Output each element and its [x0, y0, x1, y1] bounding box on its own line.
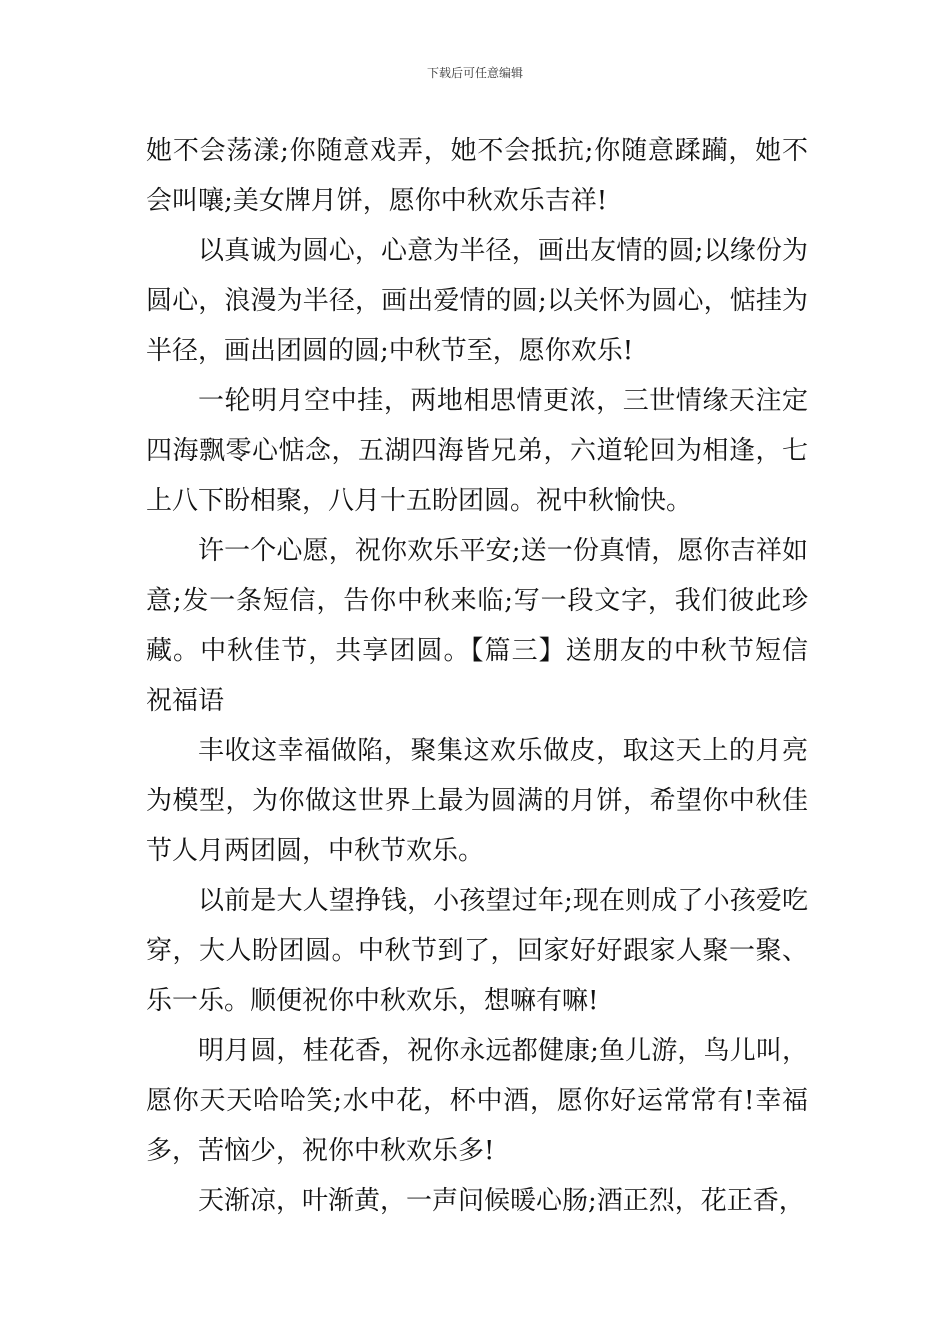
paragraph-8: 天渐凉，叶渐黄，一声问候暖心肠;酒正烈，花正香， [198, 1186, 805, 1216]
paragraph-2: 以真诚为圆心，心意为半径，画出友情的圆;以缘份为圆心，浪漫为半径，画出爱情的圆;以关怀为圆心，惦挂为半径，画出团圆的圆;中秋节至，愿你欢乐! [146, 236, 808, 366]
paragraph-4: 许一个心愿，祝你欢乐平安;送一份真情，愿你吉祥如意;发一条短信，告你中秋来临;写一段文字，我们彼此珍藏。中秋佳节，共享团圆。【篇三】送朋友的中秋节短信祝福语 [146, 536, 808, 716]
page-header: 下载后可任意编辑 [426, 66, 523, 80]
paragraph-6: 以前是大人望挣钱，小孩望过年;现在则成了小孩爱吃穿，大人盼团圆。中秋节到了，回家好好跟家人聚一聚、乐一乐。顺便祝你中秋欢乐，想嘛有嘛! [146, 886, 808, 1016]
paragraph-5: 丰收这幸福做陷，聚集这欢乐做皮，取这天上的月亮为模型，为你做这世界上最为圆满的月饼，希望你中秋佳节人月两团圆，中秋节欢乐。 [146, 736, 808, 866]
paragraph-1: 她不会荡漾;你随意戏弄，她不会抵抗;你随意蹂躏，她不会叫嚷;美女牌月饼，愿你中秋欢乐吉祥! [146, 136, 808, 216]
document-body [146, 126, 808, 1226]
paragraph-7: 明月圆，桂花香，祝你永远都健康;鱼儿游，鸟儿叫，愿你天天哈哈笑;水中花，杯中酒，愿你好运常常有!幸福多，苦恼少，祝你中秋欢乐多! [146, 1036, 808, 1166]
paragraph-3: 一轮明月空中挂，两地相思情更浓，三世情缘天注定四海飘零心惦念，五湖四海皆兄弟，六道轮回为相逢，七上八下盼相聚，八月十五盼团圆。祝中秋愉快。 [146, 386, 808, 516]
